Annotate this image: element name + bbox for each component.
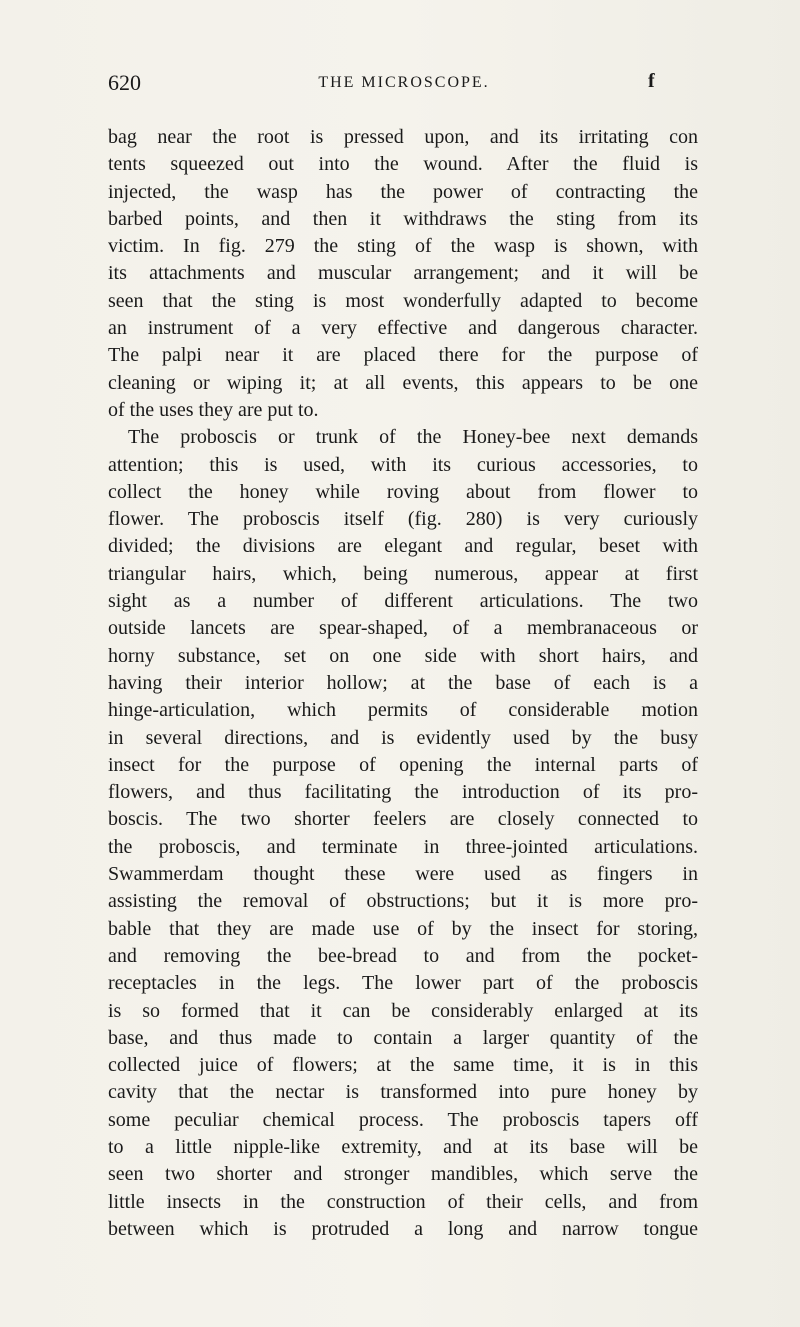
text-line: The proboscis or trunk of the Honey-bee next demands (128, 426, 698, 449)
text-line: collect the honey while roving about from flower to (108, 480, 698, 503)
text-line: having their interior hollow; at the base of each is a (108, 671, 698, 694)
text-line: assisting the removal of obstructions; but it is more pro- (108, 890, 698, 913)
text-line: between which is protruded a long and narrow tongue (108, 1217, 698, 1240)
text-line: the proboscis, and terminate in three-jointed articulations. (108, 835, 698, 858)
text-line: injected, the wasp has the power of contracting the (108, 180, 698, 203)
text-line: insect for the purpose of opening the internal parts of (108, 753, 698, 776)
page-header (108, 70, 700, 104)
text-line: of the uses they are put to. (108, 398, 319, 421)
printer-mark: f (648, 70, 655, 92)
text-line: an instrument of a very effective and dangerous character. (108, 317, 698, 340)
text-line: and removing the bee-bread to and from the pocket- (108, 944, 698, 967)
text-line: The palpi near it are placed there for the purpose of (108, 344, 698, 367)
text-line: tents squeezed out into the wound. After the fluid is (108, 153, 698, 176)
running-title: THE MICROSCOPE. (318, 74, 490, 91)
text-line: cavity that the nectar is transformed into pure honey by (108, 1081, 698, 1104)
text-line: in several directions, and is evidently used by the busy (108, 726, 698, 749)
text-line: outside lancets are spear-shaped, of a membranaceous or (108, 617, 698, 640)
text-line: to a little nipple-like extremity, and at its base will be (108, 1135, 698, 1158)
text-line: its attachments and muscular arrangement; and it will be (108, 262, 698, 285)
text-line: flower. The proboscis itself (fig. 280) is very curiously (108, 508, 698, 531)
text-line: little insects in the construction of their cells, and from (108, 1190, 698, 1213)
text-line: divided; the divisions are elegant and regular, beset with (108, 535, 698, 558)
text-line: hinge-articulation, which permits of considerable motion (108, 699, 698, 722)
text-line: base, and thus made to contain a larger quantity of the (108, 1026, 698, 1049)
text-line: victim. In fig. 279 the sting of the wasp is shown, with (108, 235, 698, 258)
text-line: attention; this is used, with its curious accessories, to (108, 453, 698, 476)
text-line: boscis. The two shorter feelers are closely connected to (108, 808, 698, 831)
text-line: cleaning or wiping it; at all events, this appears to be one (108, 371, 698, 394)
text-line: bag near the root is pressed upon, and its irritating con (108, 126, 698, 148)
text-line: collected juice of flowers; at the same time, it is in this (108, 1054, 698, 1077)
text-line: triangular hairs, which, being numerous, appear at first (108, 562, 698, 585)
text-line: barbed points, and then it withdraws the sting from its (108, 207, 698, 230)
text-line: bable that they are made use of by the insect for storing, (108, 917, 698, 940)
page-number: 620 (108, 70, 141, 95)
text-line: receptacles in the legs. The lower part of the proboscis (108, 972, 698, 995)
text-line: is so formed that it can be considerably enlarged at its (108, 999, 698, 1022)
text-line: sight as a number of different articulations. The two (108, 590, 698, 613)
text-line: flowers, and thus facilitating the introduction of its pro- (108, 781, 698, 804)
text-line: Swammerdam thought these were used as fingers in (108, 863, 698, 886)
text-line: seen two shorter and stronger mandibles, which serve the (108, 1163, 698, 1186)
body-text (108, 124, 698, 1284)
text-line: horny substance, set on one side with short hairs, and (108, 644, 698, 667)
text-line: some peculiar chemical process. The proboscis tapers off (108, 1108, 698, 1131)
text-line: seen that the sting is most wonderfully adapted to become (108, 289, 698, 312)
